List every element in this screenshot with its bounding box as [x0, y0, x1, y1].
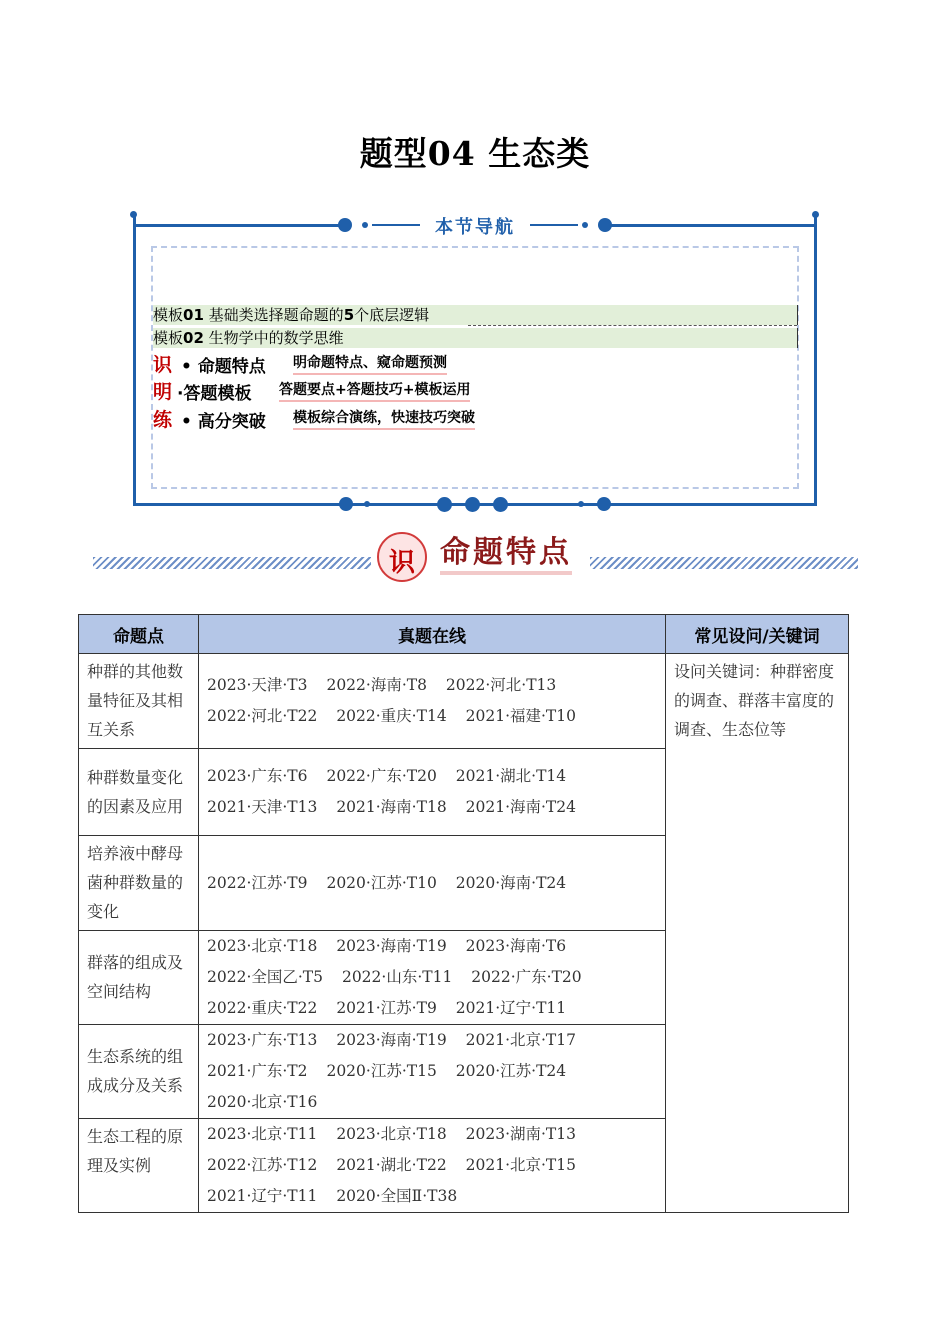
exam-ref: 2023·北京·T11 — [207, 1125, 318, 1143]
deco-dot — [493, 497, 508, 512]
deco-dot — [339, 497, 353, 511]
topic-cell: 种群的其他数量特征及其相互关系 — [79, 654, 199, 749]
exam-ref: 2022·江苏·T12 — [207, 1156, 318, 1174]
exam-ref: 2021·福建·T10 — [465, 707, 576, 725]
template-link-01[interactable] — [153, 305, 798, 325]
banner-badge — [377, 532, 427, 582]
exam-ref: 2022·重庆·T22 — [207, 999, 318, 1017]
exam-ref: 2022·河北·T13 — [445, 676, 557, 694]
exam-ref: 2022·广东·T20 — [471, 968, 582, 986]
deco-dot — [598, 218, 612, 232]
exam-ref: 2020·江苏·T10 — [326, 873, 437, 892]
corner-dot-left — [130, 211, 137, 218]
nav-top-line-left — [133, 224, 343, 227]
refs-cell — [199, 931, 666, 1025]
exam-ref: 2022·山东·T11 — [341, 968, 453, 986]
exam-ref: 2021·辽宁·T11 — [207, 1187, 318, 1205]
exam-ref: 2022·河北·T22 — [207, 707, 318, 725]
exam-ref: 2021·湖北·T14 — [455, 767, 567, 785]
table-header-row — [79, 615, 849, 654]
deco-dot — [597, 497, 611, 511]
nav-item-char: 明 — [153, 381, 173, 403]
nav-item-desc: 答题要点+答题技巧+模板运用 — [279, 379, 470, 402]
nav-item-char: 练 — [153, 409, 173, 431]
exam-ref: 2022·重庆·T14 — [336, 707, 447, 725]
exam-ref: 2023·海南·T6 — [465, 937, 567, 955]
template-prefix: 模板 — [153, 306, 184, 324]
deco-dot — [338, 218, 352, 232]
banner-stripe-right — [590, 557, 858, 569]
refs-cell — [199, 836, 666, 931]
banner-stripe-left — [93, 557, 371, 569]
nav-item-desc: 模板综合演练，快速技巧突破 — [293, 407, 475, 430]
topic-cell: 培养液中酵母菌种群数量的变化 — [79, 836, 199, 931]
exam-ref: 2021·海南·T24 — [465, 798, 576, 816]
template-emph: 5 — [343, 306, 355, 324]
exam-ref: 2021·北京·T17 — [465, 1031, 576, 1049]
refs-cell — [199, 749, 666, 836]
exam-ref: 2021·湖北·T22 — [336, 1156, 447, 1174]
exam-ref: 2023·海南·T19 — [336, 937, 447, 955]
nav-heading: 本节导航 — [435, 217, 515, 238]
exam-ref: 2020·全国Ⅱ·T38 — [336, 1187, 458, 1205]
exam-ref: 2021·北京·T15 — [465, 1156, 576, 1174]
topic-cell: 生态工程的原理及实例 — [79, 1119, 199, 1213]
exam-ref: 2022·广东·T20 — [326, 767, 437, 785]
exam-ref: 2023·海南·T19 — [336, 1031, 447, 1049]
col-header-keywords: 常见设问/关键词 — [666, 615, 849, 654]
topic-table — [78, 614, 849, 1213]
exam-ref: 2021·海南·T18 — [336, 798, 447, 816]
corner-dot-right — [812, 211, 819, 218]
deco-line — [530, 224, 578, 226]
exam-ref: 2020·海南·T24 — [455, 873, 567, 892]
exam-ref: 2022·海南·T8 — [326, 676, 427, 694]
nav-top-line-right — [607, 224, 817, 227]
template-title: 生物学中的数学思维 — [208, 329, 344, 347]
section-heading: 命题特点 — [440, 535, 572, 575]
deco-dot — [465, 497, 480, 512]
refs-cell — [199, 654, 666, 749]
nav-item-label: ·答题模板 — [177, 384, 252, 404]
topic-cell: 种群数量变化的因素及应用 — [79, 749, 199, 836]
exam-ref: 2021·天津·T13 — [207, 798, 318, 816]
exam-ref: 2023·天津·T3 — [207, 676, 308, 694]
deco-dot — [578, 501, 584, 507]
exam-ref: 2020·北京·T16 — [207, 1093, 318, 1111]
template-title: 基础类选择题命题的 — [208, 306, 344, 324]
exam-ref: 2021·辽宁·T11 — [455, 999, 567, 1017]
template-link-02[interactable] — [153, 328, 798, 348]
template-number: 01 — [183, 306, 204, 324]
col-header-refs: 真题在线 — [199, 615, 666, 654]
exam-ref: 2023·北京·T18 — [207, 937, 318, 955]
exam-ref: 2021·江苏·T9 — [336, 999, 437, 1017]
exam-ref: 2020·江苏·T24 — [455, 1062, 567, 1080]
template-title-tail: 个底层逻辑 — [354, 306, 430, 324]
exam-ref: 2023·广东·T13 — [207, 1031, 318, 1049]
topic-cell: 生态系统的组成成分及关系 — [79, 1025, 199, 1119]
deco-dot — [364, 501, 370, 507]
nav-item-label: • 高分突破 — [181, 412, 266, 432]
deco-dot — [362, 222, 368, 228]
exam-ref: 2023·湖南·T13 — [465, 1125, 576, 1143]
template-number: 02 — [183, 329, 204, 347]
exam-ref: 2023·广东·T6 — [207, 767, 308, 785]
exam-ref: 2021·广东·T2 — [207, 1062, 308, 1080]
topic-cell: 群落的组成及空间结构 — [79, 931, 199, 1025]
deco-dot — [437, 497, 452, 512]
exam-ref: 2022·江苏·T9 — [207, 873, 308, 892]
table-row — [79, 654, 849, 749]
nav-item-char: 识 — [153, 354, 173, 376]
col-header-topic: 命题点 — [79, 615, 199, 654]
deco-dot — [582, 222, 588, 228]
exam-ref: 2022·全国乙·T5 — [207, 968, 324, 986]
nav-item-label: • 命题特点 — [181, 357, 266, 377]
banner-badge-char: 识 — [388, 548, 415, 578]
keywords-cell: 设问关键词：种群密度的调查、群落丰富度的调查、生态位等 — [666, 654, 849, 1213]
page-title: 题型04 生态类 — [359, 134, 591, 173]
nav-item-desc: 明命题特点、窥命题预测 — [293, 352, 447, 375]
template-prefix: 模板 — [153, 329, 184, 347]
refs-cell — [199, 1119, 666, 1213]
exam-ref: 2023·北京·T18 — [336, 1125, 447, 1143]
exam-ref: 2020·江苏·T15 — [326, 1062, 437, 1080]
refs-cell — [199, 1025, 666, 1119]
